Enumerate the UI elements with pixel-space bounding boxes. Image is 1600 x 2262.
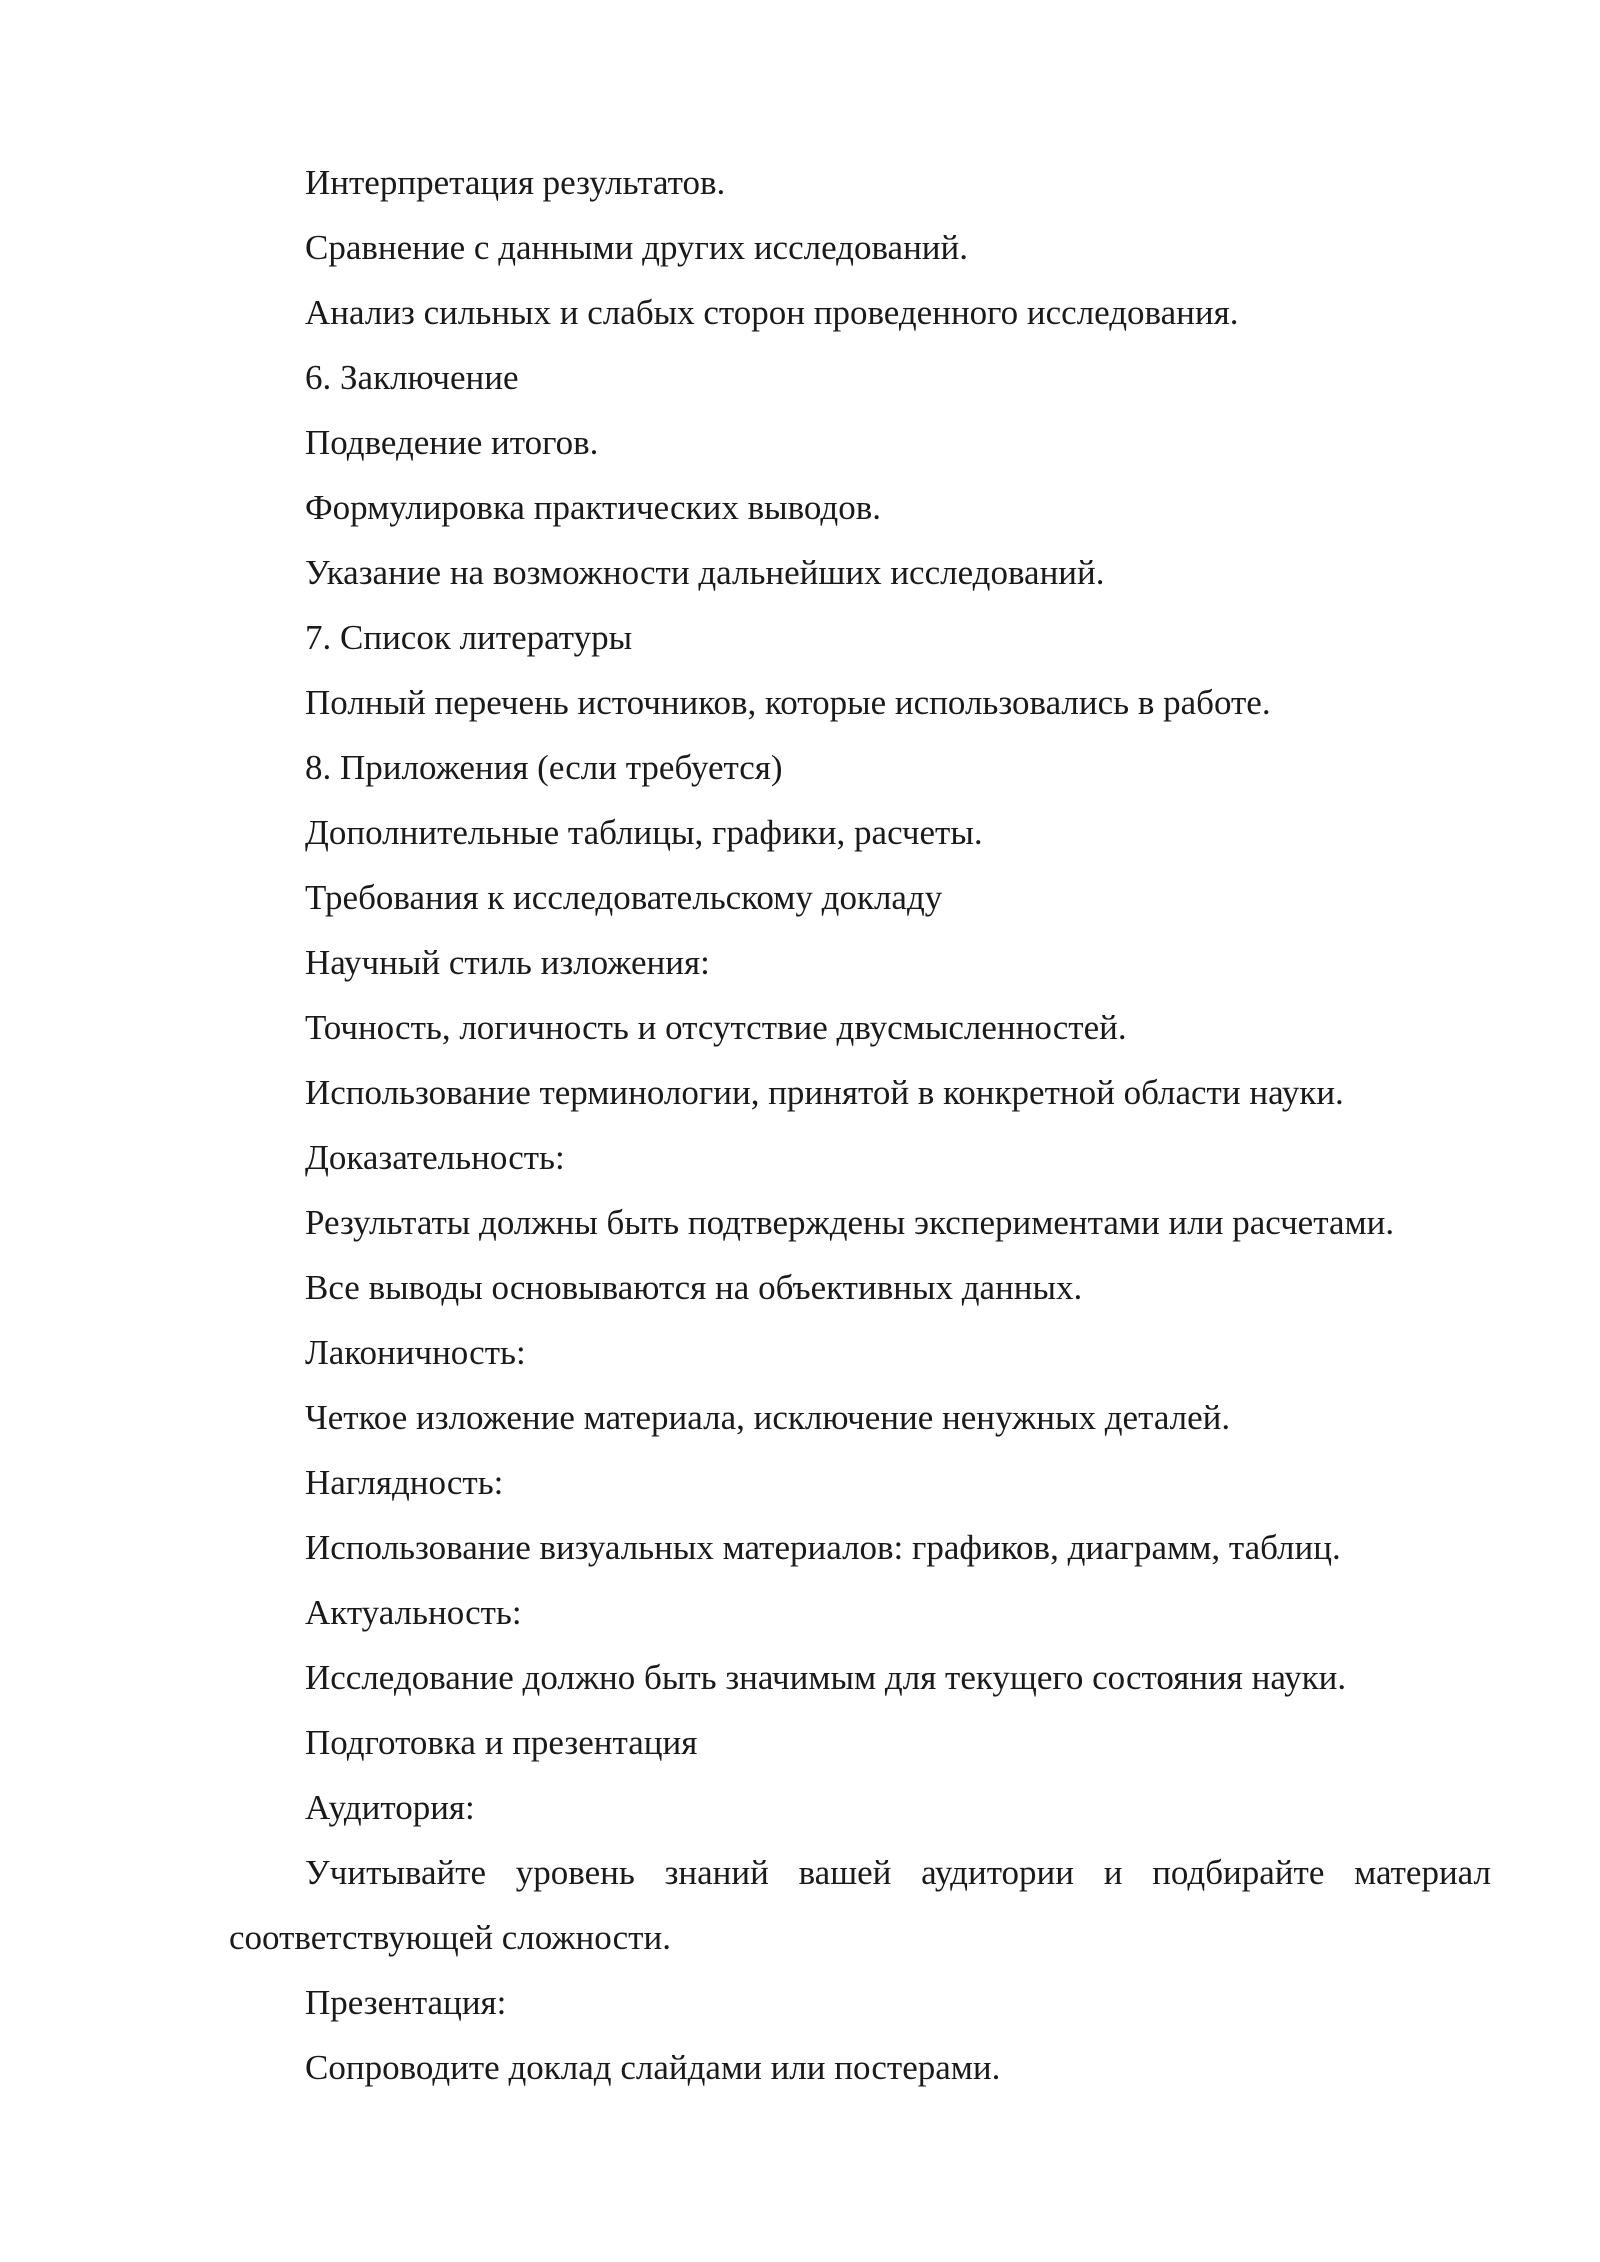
paragraph: Доказательность: [305, 1138, 565, 1177]
section-heading: Подготовка и презентация [305, 1723, 698, 1762]
paragraph: Полный перечень источников, которые использовались в работе. [305, 683, 1271, 722]
section-heading: Требования к исследовательскому докладу [305, 878, 943, 917]
document-body [229, 150, 1491, 2100]
paragraph: Точность, логичность и отсутствие двусмысленностей. [305, 1008, 1127, 1047]
paragraph: Дополнительные таблицы, графики, расчеты. [305, 813, 983, 852]
paragraph: Анализ сильных и слабых сторон проведенного исследования. [305, 293, 1239, 332]
paragraph: Использование визуальных материалов: графиков, диаграмм, таблиц. [305, 1528, 1341, 1567]
paragraph: Сопроводите доклад слайдами или постерами. [305, 2048, 1001, 2087]
paragraph: Результаты должны быть подтверждены экспериментами или расчетами. [305, 1203, 1395, 1242]
paragraph: Сравнение с данными других исследований. [305, 228, 969, 267]
paragraph: Актуальность: [305, 1593, 522, 1632]
paragraph: Наглядность: [305, 1463, 504, 1502]
paragraph: Презентация: [305, 1983, 507, 2022]
paragraph: Лаконичность: [305, 1333, 526, 1372]
paragraph: Подведение итогов. [305, 423, 599, 462]
section-heading: 7. Список литературы [305, 618, 633, 657]
paragraph: Интерпретация результатов. [305, 163, 726, 202]
paragraph: Четкое изложение материала, исключение ненужных деталей. [305, 1398, 1231, 1437]
paragraph: Использование терминологии, принятой в конкретной области науки. [305, 1073, 1344, 1112]
paragraph: Аудитория: [305, 1788, 475, 1827]
paragraph: Формулировка практических выводов. [305, 488, 881, 527]
paragraph: Все выводы основываются на объективных данных. [305, 1268, 1083, 1307]
paragraph: Исследование должно быть значимым для текущего состояния науки. [305, 1658, 1347, 1697]
section-heading: 8. Приложения (если требуется) [305, 748, 783, 787]
section-heading: 6. Заключение [305, 358, 519, 397]
paragraph: Указание на возможности дальнейших исследований. [305, 553, 1105, 592]
paragraph: Учитывайте уровень знаний вашей аудитории и подбирайте материал соответствующей сложности. [229, 1853, 1491, 1957]
paragraph: Научный стиль изложения: [305, 943, 710, 982]
